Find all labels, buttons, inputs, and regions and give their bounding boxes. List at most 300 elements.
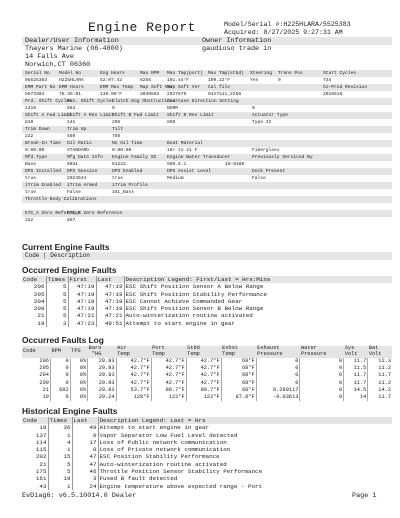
page-number: Page 1 bbox=[352, 492, 377, 500]
info-label: Clutch Dog Obstructions bbox=[112, 99, 176, 104]
info-value-row bbox=[22, 203, 392, 210]
owner-name: gaudioso trade in bbox=[202, 45, 272, 53]
info-label: Max RPM bbox=[140, 71, 160, 76]
info-value: 785 bbox=[112, 134, 121, 139]
dealer-address-1: 14 Falls Ave bbox=[25, 53, 74, 61]
log-column-header: Bat Volt bbox=[368, 346, 392, 358]
table-cell: 114 bbox=[35, 438, 47, 446]
info-label: EMM Part No bbox=[25, 85, 56, 90]
info-value: 2016616 bbox=[323, 92, 343, 97]
table-cell: 46 bbox=[72, 468, 98, 475]
info-value-row bbox=[22, 91, 392, 98]
occurred-faults-table bbox=[22, 276, 392, 327]
log-cell: 0 bbox=[300, 358, 344, 365]
log-column-header: Exhst Temp bbox=[221, 346, 256, 358]
log-cell: 205 bbox=[39, 365, 49, 372]
info-value: NORM bbox=[167, 106, 179, 111]
dealer-address-2: Norwich,CT 06360 bbox=[25, 61, 91, 69]
info-value: 2027679 bbox=[167, 92, 187, 97]
table-cell: 1 bbox=[48, 483, 72, 490]
table-cell: Attempt to start engine in gear bbox=[98, 424, 392, 431]
log-cell: 14.5 bbox=[344, 387, 368, 394]
info-value: 75:35:01 bbox=[59, 92, 82, 97]
info-label: Map Soft Ver bbox=[140, 85, 174, 90]
info-label: DPS Session bbox=[67, 169, 98, 174]
info-label-row bbox=[22, 126, 392, 133]
info-value: 152 bbox=[25, 218, 34, 223]
table-cell: Loss of Public network communication bbox=[98, 439, 392, 446]
info-label: EMM Hours bbox=[59, 85, 84, 90]
table-cell: 47 bbox=[72, 453, 98, 460]
column-header: Last bbox=[96, 276, 124, 283]
table-cell: 49 bbox=[72, 424, 98, 431]
info-label: Model No bbox=[59, 71, 82, 76]
table-cell: 47:19 bbox=[96, 291, 124, 298]
occurred-fault-row bbox=[22, 291, 392, 298]
occurred-fault-row bbox=[22, 283, 392, 290]
info-label: Shift A Rev Limit bbox=[67, 113, 114, 118]
table-cell: 205 bbox=[33, 290, 45, 298]
column-header: Code bbox=[22, 276, 46, 283]
occurred-fault-row bbox=[22, 320, 392, 327]
log-cell: 42.7°F bbox=[116, 372, 151, 379]
log-cell: 11.7 bbox=[368, 394, 392, 401]
info-value: False bbox=[67, 190, 81, 195]
log-cell: 14 bbox=[344, 394, 368, 401]
table-cell: 19 bbox=[48, 475, 72, 482]
info-label: Previously Serviced By bbox=[252, 155, 313, 160]
acquired-line: Acquired: 8/27/2025 9:27:31 AM bbox=[224, 29, 343, 36]
info-value: 0:00:00 bbox=[112, 148, 132, 153]
table-cell: 115 bbox=[35, 446, 47, 454]
info-value-row bbox=[22, 133, 392, 140]
log-cell: 68°F bbox=[221, 387, 256, 394]
info-label-row bbox=[22, 112, 392, 119]
log-cell: 682 bbox=[50, 387, 70, 394]
log-cell: 0 bbox=[256, 372, 300, 379]
dealer-name: Thayers Marine (06-4800) bbox=[25, 45, 123, 53]
log-cell: 42.7°F bbox=[116, 365, 151, 372]
log-cell: 0 bbox=[300, 394, 344, 401]
info-value: 6258 bbox=[140, 78, 152, 83]
info-label-row bbox=[22, 140, 392, 147]
info-value: 6031 bbox=[67, 162, 79, 167]
software-version: EvDiag6: v6.5.10014.0 Dealer bbox=[22, 492, 137, 500]
table-cell: 3 bbox=[72, 475, 98, 482]
log-cell: 122°F bbox=[151, 394, 186, 401]
log-cell: 19 bbox=[42, 394, 49, 401]
info-label: Max Tmp(port) bbox=[167, 71, 203, 76]
log-cell: 0 bbox=[50, 380, 70, 387]
log-cell: 0% bbox=[70, 372, 88, 379]
info-value: 1419 bbox=[25, 106, 37, 111]
table-cell: 161 bbox=[35, 475, 47, 483]
historical-fault-row bbox=[22, 446, 392, 453]
log-cell: 29.83 bbox=[88, 387, 116, 394]
column-header: Code bbox=[22, 417, 48, 424]
current-faults-title: Current Engine Faults bbox=[22, 242, 110, 252]
info-label: Shift B Rev Limit bbox=[167, 113, 214, 118]
column-header: First bbox=[68, 276, 96, 283]
info-value-row bbox=[22, 77, 392, 84]
log-cell: 0% bbox=[70, 380, 88, 387]
info-value: 05525383 bbox=[25, 78, 48, 83]
table-cell: Loss of Private network communication bbox=[98, 446, 392, 453]
info-label: Map Soft Ver bbox=[167, 85, 201, 90]
info-value: Fiberglass bbox=[252, 148, 280, 153]
log-cell: 0 bbox=[50, 365, 70, 372]
log-cell: 42.7°F bbox=[186, 372, 221, 379]
log-cell: 0% bbox=[70, 358, 88, 365]
log-cell: 68°F bbox=[221, 380, 256, 387]
info-value: 52:07:42 bbox=[100, 78, 123, 83]
info-value: 5973304 bbox=[25, 92, 45, 97]
info-value: 205 bbox=[112, 120, 121, 125]
occurred-fault-row bbox=[22, 298, 392, 305]
table-cell: 19 bbox=[37, 319, 45, 327]
log-column-header: RPM bbox=[50, 346, 70, 358]
table-cell: 24 bbox=[72, 483, 98, 490]
info-value: 190.22°F bbox=[208, 78, 231, 83]
log-cell: 21 bbox=[42, 386, 49, 393]
info-value: 34L_Bass bbox=[112, 190, 135, 195]
info-value: 2024544 bbox=[67, 176, 87, 181]
report-title: Engine Report bbox=[88, 20, 196, 35]
info-label: Co-Prod Revision bbox=[323, 85, 368, 90]
fault-log-row bbox=[22, 372, 392, 379]
info-label-row bbox=[22, 210, 392, 217]
info-value: 0 bbox=[252, 106, 255, 111]
table-cell: 3 bbox=[46, 320, 68, 327]
info-value: 3030562 bbox=[140, 92, 160, 97]
log-cell: 0 bbox=[50, 372, 70, 379]
log-cell: 12.3 bbox=[368, 358, 392, 365]
table-cell: Throttle Position Sensor Stability Performance bbox=[98, 468, 392, 475]
model-serial-line: Model/Serial #:H225HLARA/5525383 bbox=[224, 21, 351, 28]
table-cell: 47:19 bbox=[68, 305, 96, 312]
log-cell: 42.7°F bbox=[116, 380, 151, 387]
info-value: 18+ to 21 F bbox=[167, 148, 198, 153]
table-cell: ESC Shift Position Sensor A Below Range bbox=[124, 283, 392, 290]
log-cell: 11.7 bbox=[344, 358, 368, 365]
table-cell: 209 bbox=[33, 305, 45, 313]
info-label-row bbox=[22, 70, 392, 77]
info-label: DPS Enabled bbox=[112, 169, 143, 174]
info-label: Dock Present bbox=[252, 169, 286, 174]
historical-faults-title: Historical Engine Faults bbox=[22, 406, 118, 416]
info-value: 0 bbox=[112, 106, 115, 111]
log-column-header: Water Pressure bbox=[300, 346, 344, 358]
info-label: ETC_B Zero Reference bbox=[67, 211, 123, 216]
log-cell: 42.7°F bbox=[186, 365, 221, 372]
info-label: Serial No bbox=[25, 71, 50, 76]
occurred-fault-row bbox=[22, 305, 392, 312]
table-cell: 47:19 bbox=[68, 298, 96, 305]
faults-log-title: Occurred Faults Log bbox=[22, 335, 104, 345]
info-value: true bbox=[25, 190, 37, 195]
info-value-row bbox=[22, 189, 392, 196]
table-cell: Auto-winterization routine activated bbox=[124, 312, 392, 319]
engine-info-grid bbox=[22, 70, 392, 224]
info-label: Oil Ratio bbox=[67, 141, 92, 146]
faults-log-table bbox=[22, 346, 392, 401]
info-value: 0:00:00 bbox=[25, 148, 45, 153]
table-cell: 19 bbox=[39, 424, 47, 432]
table-cell: 47:21 bbox=[96, 312, 124, 319]
info-value: 810 bbox=[25, 120, 34, 125]
info-value: 550 bbox=[67, 134, 76, 139]
table-cell: 1 bbox=[48, 446, 72, 453]
log-cell: 29.83 bbox=[88, 372, 116, 379]
table-cell: 15 bbox=[48, 453, 72, 460]
log-cell: 80.7°F bbox=[151, 387, 186, 394]
log-column-header: Air Temp bbox=[116, 346, 151, 358]
info-label: Prd. Shift Cycles bbox=[25, 99, 72, 104]
info-value: 850 bbox=[167, 120, 176, 125]
info-label: Trim Up bbox=[67, 127, 87, 132]
log-cell: 8 bbox=[300, 387, 344, 394]
log-column-header: Exhaust Pressure bbox=[256, 346, 300, 358]
occurred-faults-title: Occurred Engine Faults bbox=[22, 265, 117, 275]
log-cell: 42.7°F bbox=[186, 380, 221, 387]
info-value-row bbox=[22, 119, 392, 126]
column-header: Description Legend: First/Last = Hrs:Mins bbox=[124, 276, 392, 283]
historical-fault-row bbox=[22, 475, 392, 482]
log-cell: 120°F bbox=[116, 394, 151, 401]
table-cell: 175 bbox=[35, 468, 47, 476]
log-cell: 122°F bbox=[186, 394, 221, 401]
info-label: Mfd.Type bbox=[25, 155, 48, 160]
info-value: 222 bbox=[25, 134, 34, 139]
table-cell: 5 bbox=[48, 461, 72, 468]
log-cell: 0 bbox=[256, 365, 300, 372]
table-cell: ESC Shift Position Sensor B Below Range bbox=[124, 305, 392, 312]
info-value: 0427a11_2258 bbox=[208, 92, 242, 97]
info-value: 141 bbox=[67, 120, 76, 125]
dealer-header: Dealer/User Information bbox=[25, 37, 119, 45]
log-column-header: TPS bbox=[70, 346, 88, 358]
info-label: iTrim Profile bbox=[112, 183, 148, 188]
log-column-header: Code bbox=[22, 346, 50, 358]
info-label: Shift B Fwd Limit bbox=[112, 113, 159, 118]
info-value: 0 bbox=[278, 78, 281, 83]
info-label: Engine Water Transducer bbox=[167, 155, 231, 160]
info-label: Trim Down bbox=[25, 127, 50, 132]
info-value: STANDARD bbox=[67, 148, 90, 153]
info-label: Actuator Type bbox=[252, 113, 288, 118]
info-label: Mfg Date Info bbox=[67, 155, 103, 160]
info-label: ETC_A Zero Reference bbox=[25, 211, 81, 216]
log-cell: 68°F bbox=[221, 358, 256, 365]
table-cell: 0 bbox=[72, 432, 98, 439]
log-cell: 0% bbox=[70, 365, 88, 372]
table-cell: 47:19 bbox=[68, 283, 96, 290]
table-cell: 204 bbox=[33, 297, 45, 305]
table-cell: 5 bbox=[46, 283, 68, 290]
occurred-fault-row bbox=[22, 312, 392, 319]
log-cell: 11.7 bbox=[344, 380, 368, 387]
column-header: Last bbox=[72, 417, 98, 424]
log-cell: 0 bbox=[50, 358, 70, 365]
info-label: Shift A Fwd Limit bbox=[25, 113, 72, 118]
log-cell: 0% bbox=[70, 394, 88, 401]
log-cell: 14.2 bbox=[368, 387, 392, 394]
info-value: 191.44°F bbox=[167, 78, 190, 83]
historical-fault-row bbox=[22, 424, 392, 431]
fault-log-row bbox=[22, 380, 392, 387]
info-value: 857 bbox=[67, 218, 76, 223]
current-faults-subheader: Code | Description bbox=[22, 252, 392, 260]
historical-fault-row bbox=[22, 453, 392, 460]
log-cell: -0.03613 bbox=[256, 394, 300, 401]
info-value: 663 bbox=[67, 106, 76, 111]
info-value: False bbox=[252, 176, 266, 181]
log-cell: 0.289117 bbox=[256, 387, 300, 394]
table-cell: 47:19 bbox=[96, 283, 124, 290]
table-cell: Engine temperature above expected range - Port bbox=[98, 483, 392, 490]
log-cell: 11.5 bbox=[344, 365, 368, 372]
table-cell: 21 bbox=[39, 460, 47, 468]
fault-log-row bbox=[22, 387, 392, 394]
log-column-header: Baro "HG bbox=[88, 346, 116, 358]
info-label-row bbox=[22, 182, 392, 189]
table-cell: 47:19 bbox=[96, 305, 124, 312]
info-value-row bbox=[22, 105, 392, 112]
owner-header: Owner Information bbox=[202, 37, 272, 45]
fault-log-row bbox=[22, 365, 392, 372]
historical-faults-table bbox=[22, 417, 392, 490]
historical-fault-row bbox=[22, 468, 392, 475]
log-cell: 53.7°F bbox=[116, 387, 151, 394]
info-label: Trans Pos bbox=[278, 71, 303, 76]
table-cell: 1 bbox=[48, 432, 72, 439]
log-cell: 29.83 bbox=[88, 380, 116, 387]
info-value: Yes bbox=[250, 78, 259, 83]
table-cell: Auto-winterization routine activated bbox=[98, 461, 392, 468]
fault-log-row bbox=[22, 358, 392, 365]
log-cell: 87.8°F bbox=[221, 394, 256, 401]
info-value: Type II bbox=[252, 120, 272, 125]
log-cell: 29.83 bbox=[88, 365, 116, 372]
log-cell: 206 bbox=[39, 358, 49, 364]
info-label: Break-In Time bbox=[25, 141, 61, 146]
info-value-row bbox=[22, 161, 392, 168]
historical-fault-row bbox=[22, 439, 392, 446]
table-cell: 36 bbox=[48, 424, 72, 431]
log-cell: 0 bbox=[300, 365, 344, 372]
table-cell: 5 bbox=[46, 298, 68, 305]
log-cell: 11.2 bbox=[368, 380, 392, 387]
table-cell: 21 bbox=[37, 312, 45, 320]
info-label: No Oil Time bbox=[112, 141, 143, 146]
log-cell: 68°F bbox=[221, 372, 256, 379]
table-cell: ESC Position Stability Performance bbox=[98, 453, 392, 460]
log-column-header: Sys Volt bbox=[344, 346, 368, 358]
info-label-row bbox=[22, 98, 392, 105]
table-cell: 47:19 bbox=[68, 291, 96, 298]
info-value-row bbox=[22, 217, 392, 224]
log-cell: 29.83 bbox=[88, 358, 116, 365]
info-label-row bbox=[22, 84, 392, 91]
table-cell: 206 bbox=[33, 283, 45, 291]
table-cell: 17 bbox=[72, 439, 98, 446]
log-column-header: Stbd Temp bbox=[186, 346, 221, 358]
info-value: true bbox=[25, 176, 37, 181]
historical-fault-row bbox=[22, 483, 392, 490]
table-cell: 47:21 bbox=[68, 312, 96, 319]
log-cell: 68°F bbox=[221, 365, 256, 372]
info-label: Engine Family ID bbox=[112, 155, 157, 160]
info-value: Medium bbox=[167, 176, 184, 181]
log-cell: 11.2 bbox=[368, 365, 392, 372]
log-cell: 0 bbox=[300, 372, 344, 379]
info-label: Start Cycles bbox=[323, 71, 357, 76]
table-cell: 47:23 bbox=[68, 320, 96, 327]
log-cell: 29.24 bbox=[88, 394, 116, 401]
info-label: EMM Max Temp bbox=[100, 85, 134, 90]
info-value: Base bbox=[25, 162, 37, 167]
info-label-row bbox=[22, 196, 392, 203]
info-value: 10-6480 bbox=[225, 162, 245, 167]
log-column-header: Port Temp bbox=[151, 346, 186, 358]
table-cell: 4 bbox=[48, 439, 72, 446]
log-cell: 42.7°F bbox=[116, 358, 151, 365]
historical-fault-row bbox=[22, 461, 392, 468]
info-value: 61222 bbox=[112, 162, 126, 167]
info-label: Steering bbox=[250, 71, 273, 76]
log-cell: 0 bbox=[256, 380, 300, 387]
column-header: Times bbox=[46, 276, 68, 283]
log-cell: 0 bbox=[300, 380, 344, 387]
table-cell: ESC Shift Position Stability Performance bbox=[124, 291, 392, 298]
log-cell: 42.7°F bbox=[151, 372, 186, 379]
column-header: Description Legend: Last = Hrs bbox=[98, 417, 392, 424]
log-cell: 80.7°F bbox=[186, 387, 221, 394]
info-label: Boat Material bbox=[167, 141, 203, 146]
log-cell: 204 bbox=[39, 372, 49, 379]
table-cell: 5 bbox=[48, 468, 72, 475]
info-label-row bbox=[22, 168, 392, 175]
table-cell: 5 bbox=[46, 291, 68, 298]
table-cell: Fused B fault detected bbox=[98, 475, 392, 482]
table-cell: 5 bbox=[46, 312, 68, 319]
log-cell: 42.7°F bbox=[151, 380, 186, 387]
info-label: Rev. Shift Cycles bbox=[67, 99, 114, 104]
log-cell: 0% bbox=[70, 387, 88, 394]
info-label: Tilt bbox=[112, 127, 124, 132]
info-label: DPS Assist Level bbox=[167, 169, 212, 174]
log-cell: 0 bbox=[256, 358, 300, 365]
info-label: Throttle Body Calibrations bbox=[25, 197, 97, 202]
table-cell: 0 bbox=[72, 446, 98, 453]
log-cell: 0 bbox=[50, 394, 70, 401]
info-value: true bbox=[112, 176, 124, 181]
info-label-row bbox=[22, 154, 392, 161]
info-value-row bbox=[22, 147, 392, 154]
log-cell: 42.7°F bbox=[186, 358, 221, 365]
log-cell: 42.7°F bbox=[151, 358, 186, 365]
dealer-owner-header bbox=[22, 37, 392, 45]
log-cell: 209 bbox=[39, 379, 49, 386]
info-value: H225HLARA bbox=[59, 78, 84, 83]
info-label: iTrim Armed bbox=[67, 183, 98, 188]
info-label: DPS Installed bbox=[25, 169, 61, 174]
info-value: 136.98°F bbox=[100, 92, 123, 97]
historical-fault-row bbox=[22, 432, 392, 439]
table-cell: 5 bbox=[46, 305, 68, 312]
info-value: 509.8.1 bbox=[167, 162, 187, 167]
log-cell: 11.7 bbox=[368, 372, 392, 379]
